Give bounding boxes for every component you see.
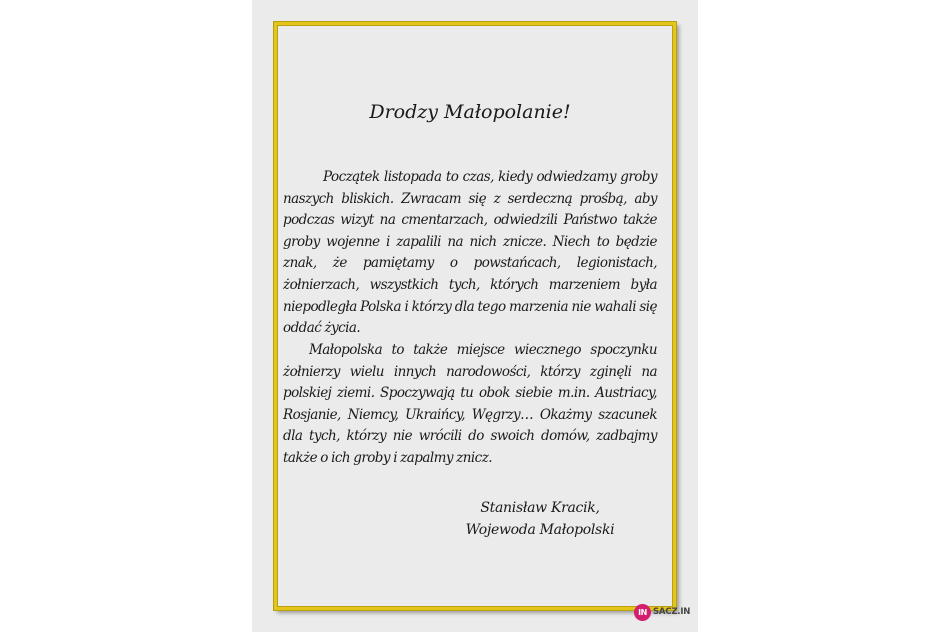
logo-in-badge-icon: IN [634,604,651,621]
signature-title: Wojewoda Małopolski [465,522,615,538]
letter-paragraph-2: Małopolska to także miejsce wiecznego spoczynku żołnierzy wielu innych narodowości, którzy zginęli na polskiej ziemi. Spoczywają tu obok siebie m.in. Austriacy, Rosjanie, Niemcy, Ukraińcy, Węgrzy… Okażmy szacunek dla tych, którzy nie wrócili do swoich domów, zadbajmy także o ich groby i zapalmy znicz. [283,342,657,466]
logo-text: SACZ.IN [653,607,691,617]
letter-title: Drodzy Małopolanie! [369,101,571,123]
letter-paragraph-1: Początek listopada to czas, kiedy odwiedzamy groby naszych bliskich. Zwracam się z serdeczną prośbą, aby podczas wizyt na cmentarzach, odwiedzili Państwo także groby wojenne i zapalili na nich znicze. Niech to będzie znak, że pamiętamy o powstańcach, legionistach, żołnierzach, wszystkich tych, których marzeniem była niepodległa Polska i którzy dla tego marzenia nie wahali się oddać życia. [283,169,657,337]
signature-name: Stanisław Kracik, [480,500,600,516]
signature-block [440,497,640,541]
site-logo [634,603,690,621]
